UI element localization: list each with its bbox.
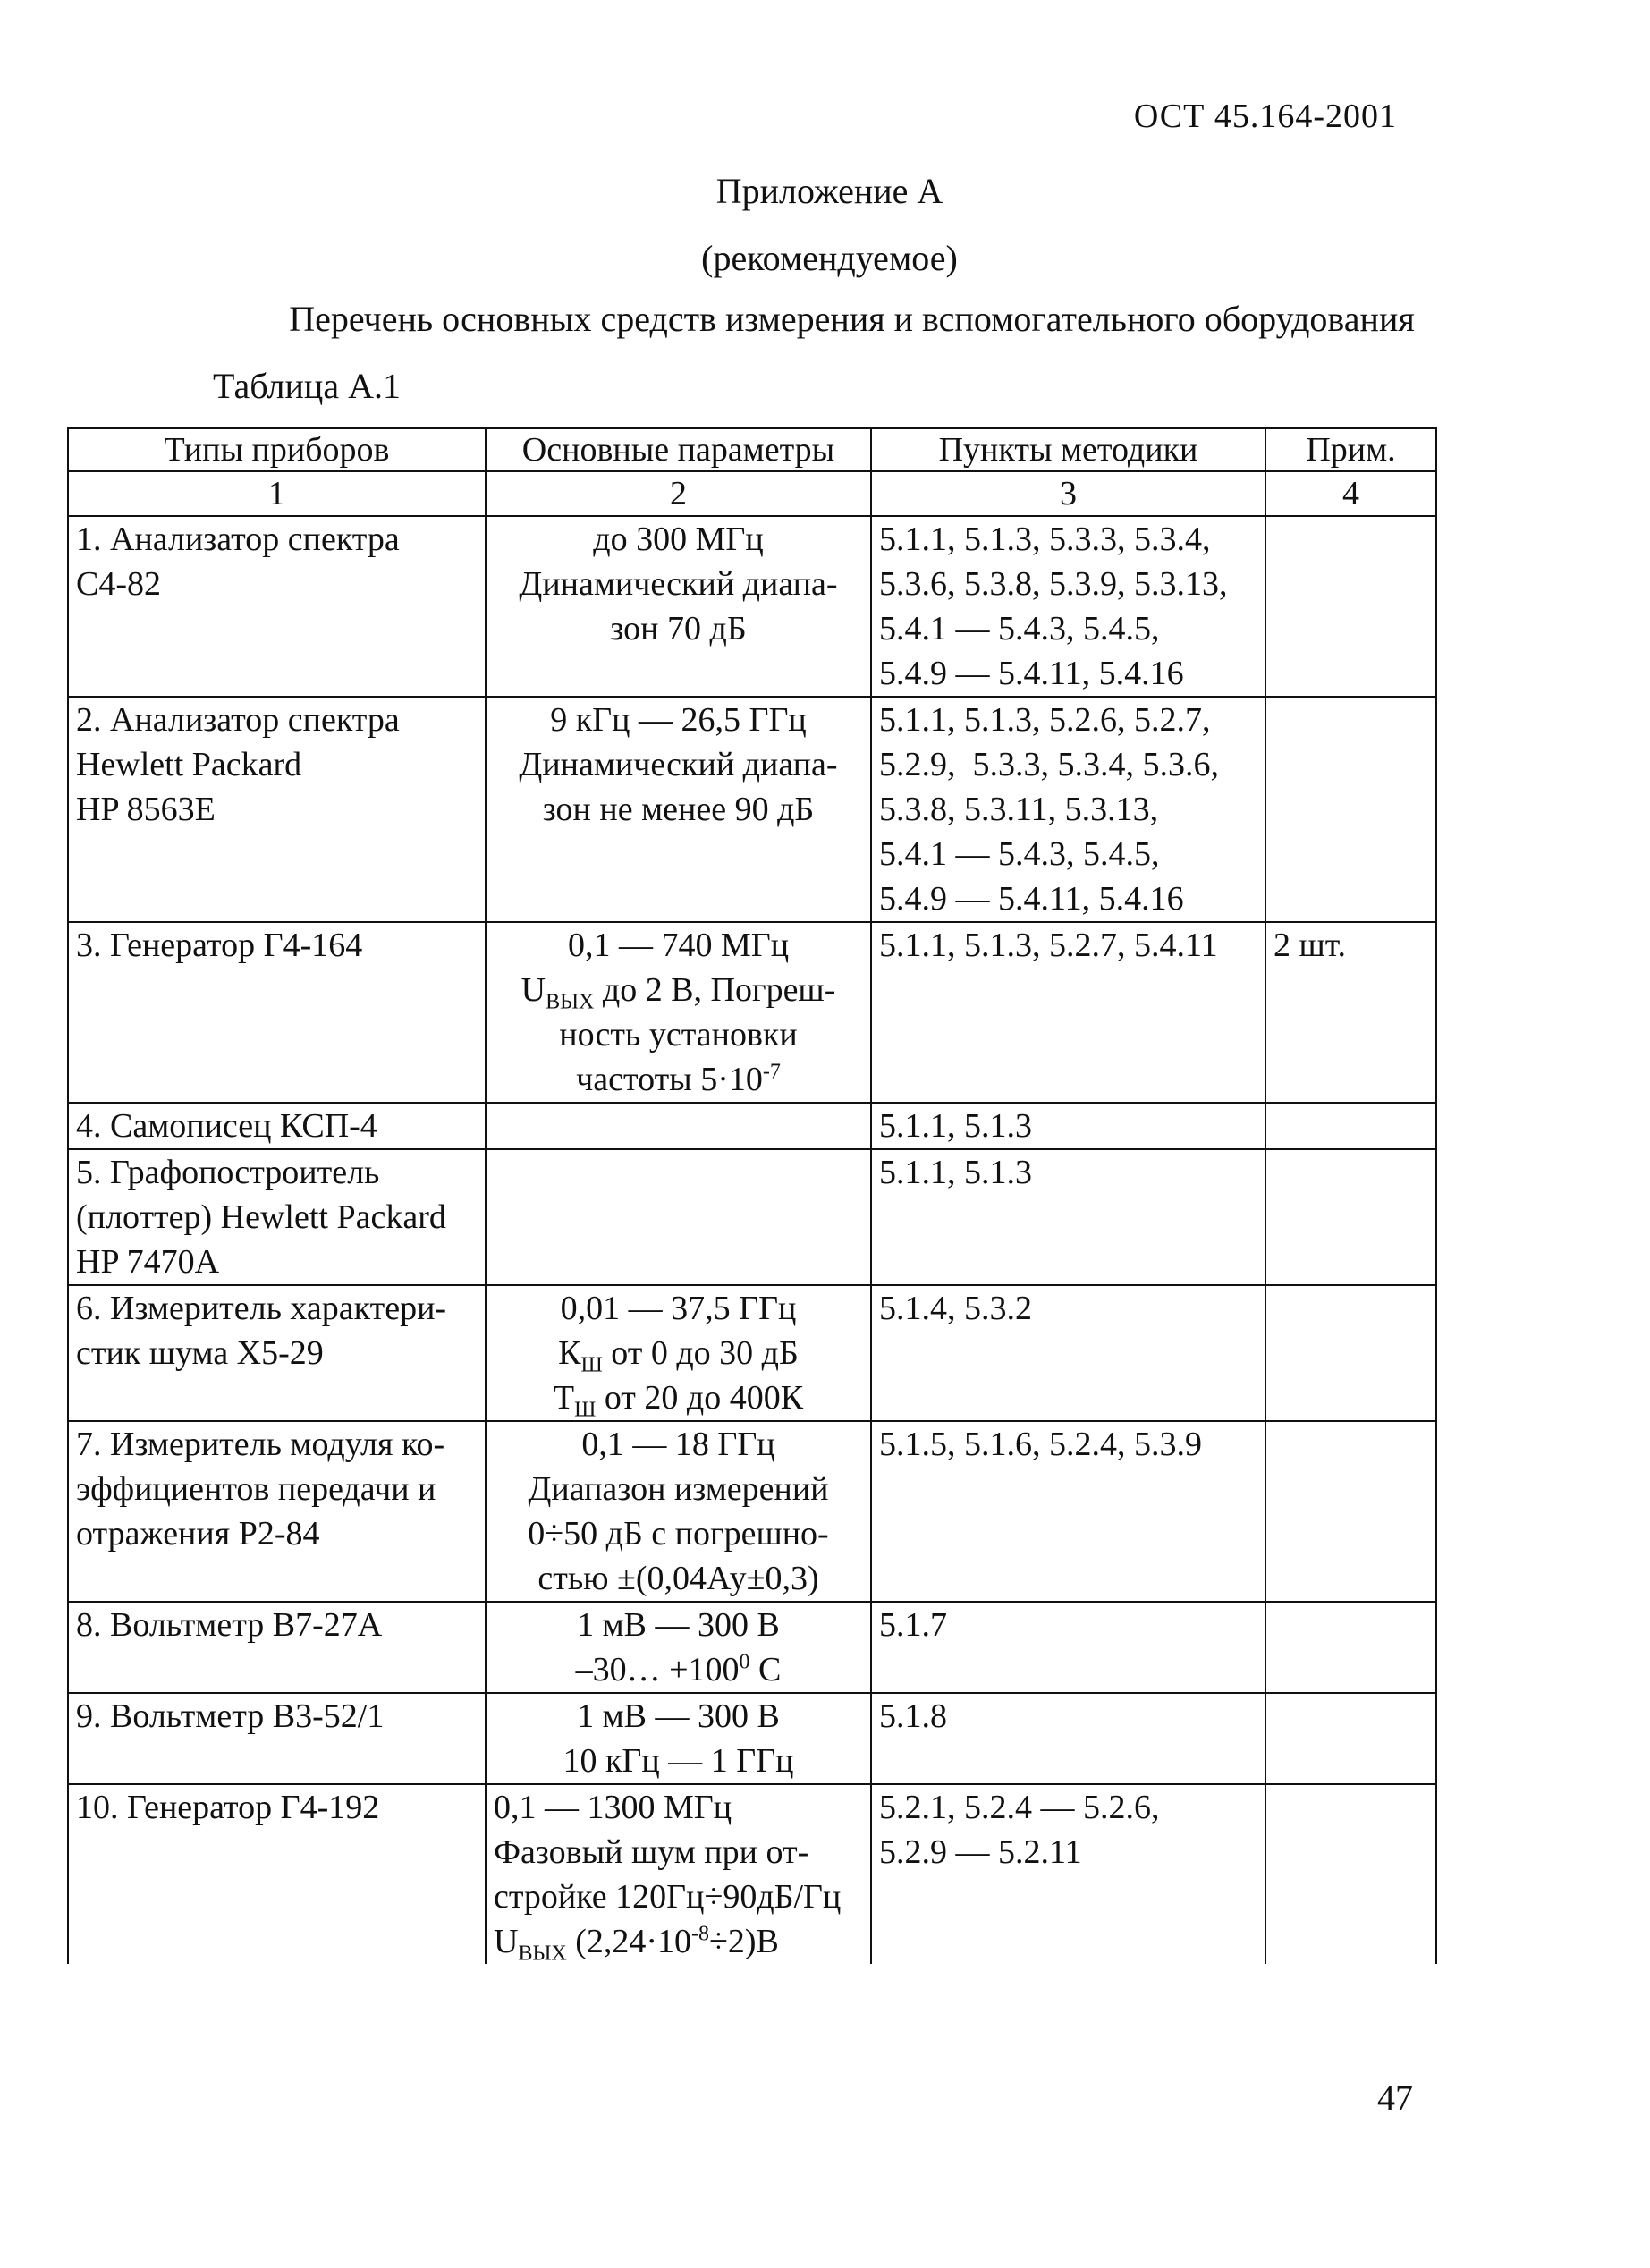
instrument-type bbox=[68, 697, 486, 922]
table-row bbox=[68, 697, 1436, 922]
text-span: до 2 В, Погреш- bbox=[594, 971, 836, 1009]
text-line: 2. Анализатор спектра bbox=[76, 701, 400, 739]
text-span: от 0 до 30 дБ bbox=[602, 1334, 799, 1372]
text-line: 5.3.8, 5.3.11, 5.3.13, bbox=[879, 791, 1159, 828]
instrument-params bbox=[486, 1693, 871, 1784]
text-line: зон 70 дБ bbox=[610, 610, 747, 647]
text-line bbox=[494, 1919, 863, 1964]
instrument-params bbox=[486, 516, 871, 697]
instrument-params bbox=[486, 697, 871, 922]
text-span: (2,24·10 bbox=[566, 1923, 692, 1960]
superscript: 0 bbox=[739, 1650, 750, 1674]
text-line: 1 мВ — 300 В bbox=[577, 1697, 780, 1735]
text-span: К bbox=[558, 1334, 581, 1372]
instrument-params bbox=[486, 1784, 871, 1964]
text-line bbox=[494, 1647, 863, 1692]
method-clauses bbox=[871, 922, 1265, 1103]
text-line: 5.2.9 — 5.2.11 bbox=[879, 1833, 1082, 1871]
method-clauses bbox=[871, 1285, 1265, 1421]
text-line: 0,01 — 37,5 ГГц bbox=[560, 1290, 797, 1327]
table-row bbox=[68, 1285, 1436, 1421]
column-number: 4 bbox=[1265, 471, 1436, 516]
page-number: 47 bbox=[1377, 2078, 1413, 2118]
text-line: 9 кГц — 26,5 ГГц bbox=[550, 701, 807, 739]
text-line: 10. Генератор Г4-192 bbox=[76, 1789, 380, 1826]
text-line: 7. Измеритель модуля ко- bbox=[76, 1426, 445, 1463]
table-row bbox=[68, 1693, 1436, 1784]
text-span: U bbox=[520, 971, 546, 1009]
instrument-type bbox=[68, 1421, 486, 1602]
instrument-params bbox=[486, 922, 871, 1103]
text-line: ность установки bbox=[559, 1016, 798, 1054]
instrument-params bbox=[486, 1602, 871, 1693]
superscript: -7 bbox=[762, 1060, 781, 1084]
text-line: эффициентов передачи и bbox=[76, 1470, 436, 1508]
instrument-type bbox=[68, 1285, 486, 1421]
text-line bbox=[494, 1375, 863, 1420]
text-line: С4-82 bbox=[76, 565, 161, 603]
text-line: 1. Анализатор спектра bbox=[76, 520, 400, 558]
text-line: 5.4.9 — 5.4.11, 5.4.16 bbox=[879, 655, 1184, 692]
table-row bbox=[68, 1784, 1436, 1964]
method-clauses bbox=[871, 1149, 1265, 1285]
text-line: стью ±(0,04Ау±0,3) bbox=[537, 1560, 819, 1597]
text-line: Hewlett Packard bbox=[76, 746, 302, 783]
instrument-params bbox=[486, 1285, 871, 1421]
text-line: 5.1.1, 5.1.3, 5.2.6, 5.2.7, bbox=[879, 701, 1211, 739]
text-span: –30… +100 bbox=[575, 1651, 740, 1688]
table-caption: Перечень основных средств измерения и вспомогательного оборудования bbox=[289, 299, 1415, 339]
text-line: 5.2.9, 5.3.3, 5.3.4, 5.3.6, bbox=[879, 746, 1219, 783]
text-line: 0÷50 дБ с погрешно- bbox=[528, 1515, 829, 1553]
text-line: зон не менее 90 дБ bbox=[542, 791, 815, 828]
note-cell bbox=[1265, 1103, 1436, 1149]
column-number: 3 bbox=[871, 471, 1265, 516]
text-line: 5.1.1, 5.1.3 bbox=[879, 1107, 1032, 1145]
text-line: 5.1.7 bbox=[879, 1606, 947, 1644]
method-clauses bbox=[871, 516, 1265, 697]
table-row bbox=[68, 516, 1436, 697]
note-cell: 2 шт. bbox=[1265, 922, 1436, 1103]
column-header-params: Основные параметры bbox=[486, 428, 871, 471]
text-line: 5. Графопостроитель bbox=[76, 1154, 380, 1191]
note-cell bbox=[1265, 516, 1436, 697]
text-line: 6. Измеритель характери- bbox=[76, 1290, 447, 1327]
column-number-row bbox=[68, 471, 1436, 516]
text-line bbox=[494, 1331, 863, 1375]
text-span: U bbox=[494, 1923, 519, 1960]
method-clauses bbox=[871, 1602, 1265, 1693]
table-row bbox=[68, 1602, 1436, 1693]
text-span: частоты 5·10 bbox=[576, 1061, 763, 1098]
subscript: Ш bbox=[580, 1353, 603, 1377]
text-line: 5.1.8 bbox=[879, 1697, 947, 1735]
text-line: 4. Самописец КСП-4 bbox=[76, 1107, 377, 1145]
text-line: 9. Вольтметр В3-52/1 bbox=[76, 1697, 385, 1735]
instrument-params bbox=[486, 1421, 871, 1602]
table-header-row bbox=[68, 428, 1436, 471]
instrument-type bbox=[68, 922, 486, 1103]
text-line: стройке 120Гц÷90дБ/Гц bbox=[494, 1878, 842, 1916]
text-line: 5.3.6, 5.3.8, 5.3.9, 5.3.13, bbox=[879, 565, 1228, 603]
text-line: 5.1.1, 5.1.3, 5.3.3, 5.3.4, bbox=[879, 520, 1211, 558]
note-cell bbox=[1265, 697, 1436, 922]
table-label: Таблица А.1 bbox=[213, 366, 401, 406]
text-line: (плоттер) Hewlett Packard bbox=[76, 1198, 446, 1236]
subscript: ВЫХ bbox=[518, 1942, 567, 1966]
text-line: Фазовый шум при от- bbox=[494, 1833, 809, 1871]
text-line: 5.4.1 — 5.4.3, 5.4.5, bbox=[879, 835, 1160, 873]
table-row bbox=[68, 1421, 1436, 1602]
text-line: 5.1.1, 5.1.3 bbox=[879, 1154, 1032, 1191]
text-line: HP 7470A bbox=[76, 1243, 220, 1281]
column-number: 1 bbox=[68, 471, 486, 516]
equipment-table bbox=[67, 427, 1437, 1964]
note-cell bbox=[1265, 1421, 1436, 1602]
method-clauses bbox=[871, 697, 1265, 922]
column-header-clauses: Пункты методики bbox=[871, 428, 1265, 471]
text-line: 5.4.9 — 5.4.11, 5.4.16 bbox=[879, 880, 1184, 918]
note-cell bbox=[1265, 1602, 1436, 1693]
method-clauses bbox=[871, 1421, 1265, 1602]
instrument-type bbox=[68, 1103, 486, 1149]
document-code: ОСТ 45.164-2001 bbox=[1133, 97, 1397, 135]
text-line: 1 мВ — 300 В bbox=[577, 1606, 780, 1644]
instrument-params bbox=[486, 1149, 871, 1285]
text-line: 8. Вольтметр В7-27А bbox=[76, 1606, 383, 1644]
appendix-note: (рекомендуемое) bbox=[701, 238, 958, 278]
text-line: 5.1.1, 5.1.3, 5.2.7, 5.4.11 bbox=[879, 927, 1218, 964]
method-clauses bbox=[871, 1693, 1265, 1784]
superscript: -8 bbox=[691, 1922, 710, 1946]
table-row bbox=[68, 922, 1436, 1103]
text-line: стик шума Х5-29 bbox=[76, 1334, 324, 1372]
text-line: до 300 МГц bbox=[593, 520, 764, 558]
method-clauses bbox=[871, 1103, 1265, 1149]
text-line: 3. Генератор Г4-164 bbox=[76, 927, 363, 964]
instrument-type bbox=[68, 1602, 486, 1693]
note-cell bbox=[1265, 1693, 1436, 1784]
note-cell bbox=[1265, 1149, 1436, 1285]
text-line bbox=[494, 1057, 863, 1102]
instrument-type bbox=[68, 1149, 486, 1285]
text-line: Динамический диапа- bbox=[519, 746, 838, 783]
text-span: от 20 до 400К bbox=[596, 1379, 804, 1417]
table-row bbox=[68, 1103, 1436, 1149]
note-cell bbox=[1265, 1784, 1436, 1964]
text-line: HP 8563E bbox=[76, 791, 216, 828]
text-line: Диапазон измерений bbox=[528, 1470, 829, 1508]
appendix-title: Приложение А bbox=[715, 171, 943, 211]
column-number: 2 bbox=[486, 471, 871, 516]
method-clauses bbox=[871, 1784, 1265, 1964]
text-line: отражения Р2-84 bbox=[76, 1515, 320, 1553]
instrument-type bbox=[68, 1693, 486, 1784]
instrument-params bbox=[486, 1103, 871, 1149]
text-line: 0,1 — 18 ГГц bbox=[581, 1426, 775, 1463]
instrument-type bbox=[68, 1784, 486, 1964]
column-header-notes: Прим. bbox=[1265, 428, 1436, 471]
text-span: ÷2)В bbox=[709, 1923, 779, 1960]
text-line: 0,1 — 740 МГц bbox=[567, 927, 790, 964]
subscript: Ш bbox=[574, 1398, 597, 1422]
text-line: 0,1 — 1300 МГц bbox=[494, 1789, 732, 1826]
text-line: 5.1.5, 5.1.6, 5.2.4, 5.3.9 bbox=[879, 1426, 1202, 1463]
table-row bbox=[68, 1149, 1436, 1285]
instrument-type bbox=[68, 516, 486, 697]
text-span: Т bbox=[553, 1379, 575, 1417]
text-line: Динамический диапа- bbox=[519, 565, 838, 603]
subscript: ВЫХ bbox=[546, 990, 595, 1014]
text-line: 5.2.1, 5.2.4 — 5.2.6, bbox=[879, 1789, 1160, 1826]
note-cell bbox=[1265, 1285, 1436, 1421]
text-line: 10 кГц — 1 ГГц bbox=[563, 1742, 794, 1780]
column-header-types: Типы приборов bbox=[68, 428, 486, 471]
text-line: 5.1.4, 5.3.2 bbox=[879, 1290, 1032, 1327]
text-line bbox=[494, 968, 863, 1012]
text-line: 5.4.1 — 5.4.3, 5.4.5, bbox=[879, 610, 1160, 647]
text-span: С bbox=[749, 1651, 782, 1688]
